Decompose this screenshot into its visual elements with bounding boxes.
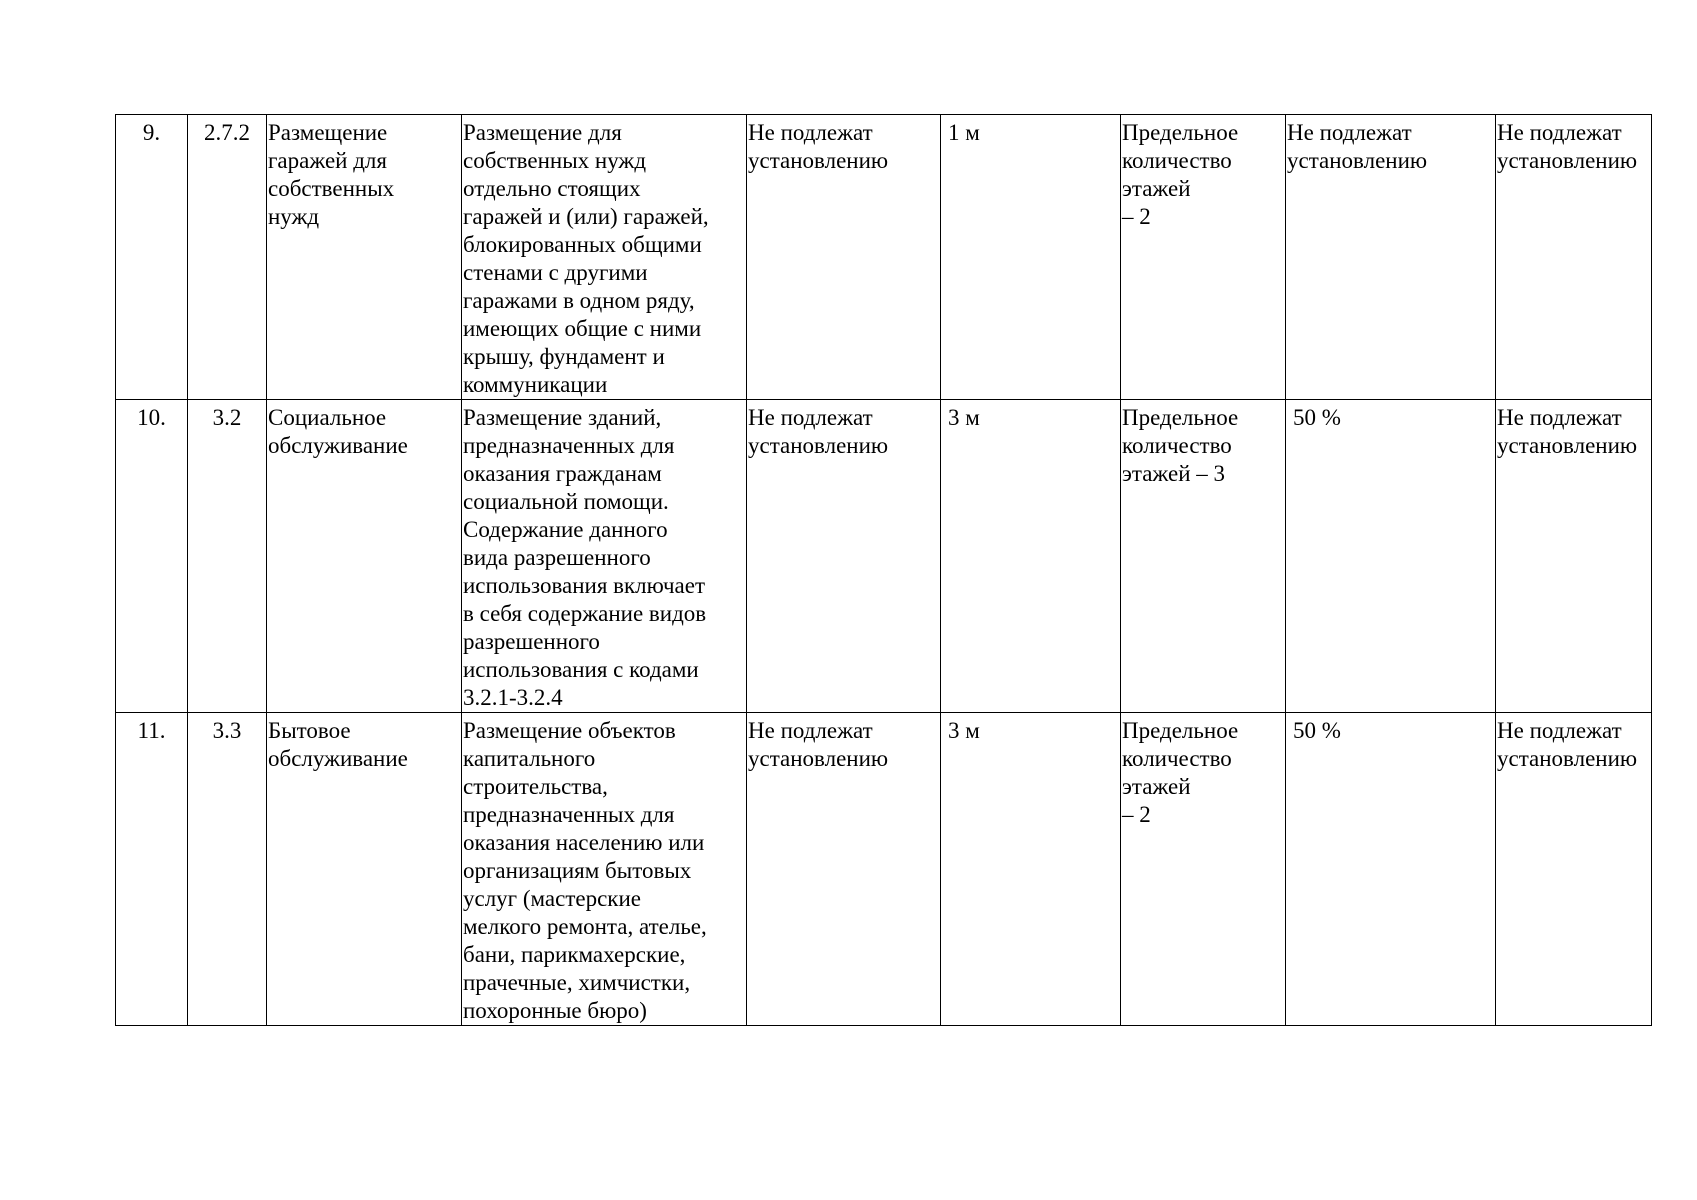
max-floors-cell: Предельное количество этажей – 2 (1121, 115, 1286, 400)
use-code-cell: 2.7.2 (188, 115, 267, 400)
use-description-cell: Размещение объектов капитального строительства, предназначенных для оказания населению или организациям бытовых услуг (мастерские мелкого ремонта, ателье, бани, парикмахерские, прачечные, химчистки, похоронные бюро) (462, 713, 747, 1026)
max-floors-cell: Предельное количество этажей – 2 (1121, 713, 1286, 1026)
row-number-cell: 10. (116, 400, 188, 713)
min-setback-cell: 3 м (941, 713, 1121, 1026)
other-params-cell: Не подлежат установлению (1496, 400, 1652, 713)
row-number-cell: 11. (116, 713, 188, 1026)
use-name-cell: Социальное обслуживание (267, 400, 462, 713)
land-use-table (115, 114, 1652, 1026)
max-floors-cell: Предельное количество этажей – 3 (1121, 400, 1286, 713)
use-code-cell: 3.2 (188, 400, 267, 713)
plot-size-cell: Не подлежат установлению (747, 713, 941, 1026)
table-row (116, 713, 1652, 1026)
other-params-cell: Не подлежат установлению (1496, 115, 1652, 400)
use-description-cell: Размещение для собственных нужд отдельно стоящих гаражей и (или) гаражей, блокированных общими стенами с другими гаражами в одном ряду, имеющих общие с ними крышу, фундамент и коммуникации (462, 115, 747, 400)
max-coverage-cell: 50 % (1286, 713, 1496, 1026)
use-code-cell: 3.3 (188, 713, 267, 1026)
min-setback-cell: 3 м (941, 400, 1121, 713)
max-coverage-cell: Не подлежат установлению (1286, 115, 1496, 400)
use-description-cell: Размещение зданий, предназначенных для оказания гражданам социальной помощи. Содержание данного вида разрешенного использования включает в себя содержание видов разрешенного использования с кодами 3.2.1-3.2.4 (462, 400, 747, 713)
row-number-cell: 9. (116, 115, 188, 400)
other-params-cell: Не подлежат установлению (1496, 713, 1652, 1026)
table-row (116, 115, 1652, 400)
use-name-cell: Размещение гаражей для собственных нужд (267, 115, 462, 400)
table-row (116, 400, 1652, 713)
use-name-cell: Бытовое обслуживание (267, 713, 462, 1026)
min-setback-cell: 1 м (941, 115, 1121, 400)
plot-size-cell: Не подлежат установлению (747, 400, 941, 713)
plot-size-cell: Не подлежат установлению (747, 115, 941, 400)
max-coverage-cell: 50 % (1286, 400, 1496, 713)
